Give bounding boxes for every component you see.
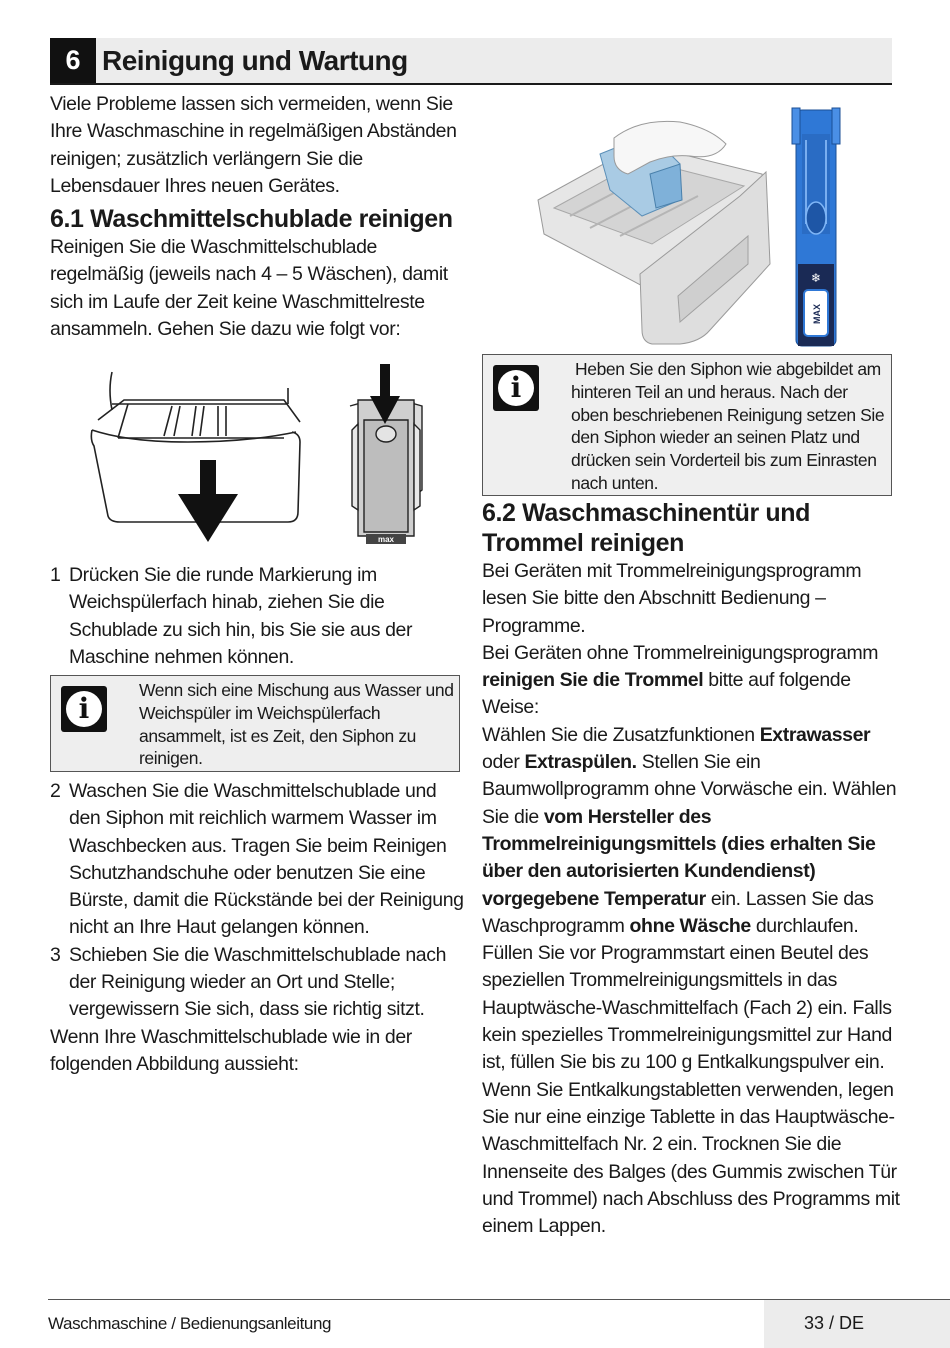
page-number: 33 / DE bbox=[804, 1313, 865, 1333]
step-text: Drücken Sie die runde Markierung im Weichspülerfach hinab, ziehen Sie die Schublade zu sich hin, bis Sie sie aus der Maschine nehmen können. bbox=[69, 564, 413, 668]
step-number: 2 bbox=[50, 780, 61, 802]
step-text: Waschen Sie die Waschmittelschublade und den Siphon mit reichlich warmem Wasser im Waschbecken aus. Tragen Sie beim Reinigen Schutzhandschuhe oder benutzen Sie eine Bürste, damit die Rückstände bei der Reinigung nicht an Ihre Haut gelangen können. bbox=[69, 780, 464, 939]
info-note-right-text: Heben Sie den Siphon wie abgebildet am hinteren Teil an und heraus. Nach der oben beschriebenen Reinigung setzen Sie den Siphon wieder an seinen Platz und drücken sein Vorderteil bis zum Einrasten nach unten. bbox=[571, 359, 885, 493]
step-item bbox=[50, 942, 470, 1024]
info-icon: i bbox=[493, 365, 539, 411]
right-column-text bbox=[482, 498, 900, 1240]
footer-page-box bbox=[764, 1300, 950, 1348]
section-2-paragraph-1: Bei Geräten mit Trommelreinigungsprogramm lesen Sie bitte den Abschnitt Bedienung – Programme. bbox=[482, 560, 862, 637]
info-note-left-text: Wenn sich eine Mischung aus Wasser und Weichspüler im Weichspülerfach ansammelt, ist es Zeit, den Siphon zu reinigen. bbox=[139, 680, 454, 769]
section-title: Reinigung und Wartung bbox=[102, 45, 408, 76]
section-2-paragraph-3: Wählen Sie die Zusatzfunktionen Extrawasser oder Extraspülen. Stellen Sie ein Baumwollprogramm ohne Vorwäsche ein. Wählen Sie die vom Hersteller des Trommelreinigungsmittels (dies erhalten Sie über den autorisierten Kundendienst) vorgegebene Temperatur ein. Lassen Sie das Waschprogramm ohne Wäsche durchlaufen. Füllen Sie vor Programmstart einen Beutel des speziellen Trommelreinigungsmittels in das Hauptwäsche-Waschmittelfach (Fach 2) ein. Falls kein spezielles Trommelreinigungsmittel zur Hand ist, füllen Sie bis zu 100 g Entkalkungspulver ein. Wenn Sie Entkalkungstabletten verwenden, legen Sie nur eine einzige Tablette in das Hauptwäsche-Waschmittelfach Nr. 2 ein. Trocknen Sie die Innenseite des Balges (des Gummis zwischen Tür und Trommel) nach Abschluss des Programms mit einem Lappen. bbox=[482, 723, 900, 1238]
section-1-intro: Reinigen Sie die Waschmittelschublade regelmäßig (jeweils nach 4 – 5 Wäschen), damit sich im Laufe der Zeit keine Waschmittelreste ansammeln. Gehen Sie dazu wie folgt vor: bbox=[50, 236, 448, 341]
step-text: Schieben Sie die Waschmittelschublade nach der Reinigung wieder an Ort und Stelle; vergewissern Sie sich, dass sie richtig sitzt. bbox=[69, 943, 447, 1021]
section-1-outro: Wenn Ihre Waschmittelschublade wie in der folgenden Abbildung aussieht: bbox=[50, 1025, 412, 1075]
step-item bbox=[50, 562, 470, 671]
info-icon: i bbox=[61, 686, 107, 732]
siphon-removal-figure bbox=[530, 104, 870, 350]
left-column-top bbox=[50, 91, 470, 343]
section-1-heading: 6.1 Waschmittelschublade reinigen bbox=[50, 205, 453, 234]
steps-block-1 bbox=[50, 562, 470, 671]
siphon-max-label: max bbox=[377, 535, 395, 544]
info-note-right bbox=[482, 354, 892, 496]
drawer-removal-figure bbox=[88, 360, 428, 550]
step-number: 1 bbox=[50, 564, 61, 586]
section-2-paragraph-2: Bei Geräten ohne Trommelreinigungsprogramm reinigen Sie die Trommel bitte auf folgende Weise: bbox=[482, 641, 879, 719]
step-item bbox=[50, 778, 470, 942]
section-number: 6 bbox=[50, 38, 96, 83]
blue-siphon bbox=[792, 108, 840, 346]
svg-text:❄: ❄ bbox=[810, 271, 822, 285]
steps-block-2 bbox=[50, 778, 470, 1078]
blue-siphon-max-label: MAX bbox=[812, 304, 822, 324]
section-header bbox=[50, 38, 892, 85]
section-2-heading: 6.2 Waschmaschinentür und Trommel reinigen bbox=[482, 499, 811, 557]
step-number: 3 bbox=[50, 943, 61, 966]
footer-manual-title: Waschmaschine / Bedienungsanleitung bbox=[48, 1314, 332, 1333]
info-note-left bbox=[50, 675, 460, 772]
intro-paragraph: Viele Probleme lassen sich vermeiden, wenn Sie Ihre Waschmaschine in regelmäßigen Abständen reinigen; zusätzlich verlängern Sie die Lebensdauer Ihres neuen Gerätes. bbox=[50, 93, 457, 197]
